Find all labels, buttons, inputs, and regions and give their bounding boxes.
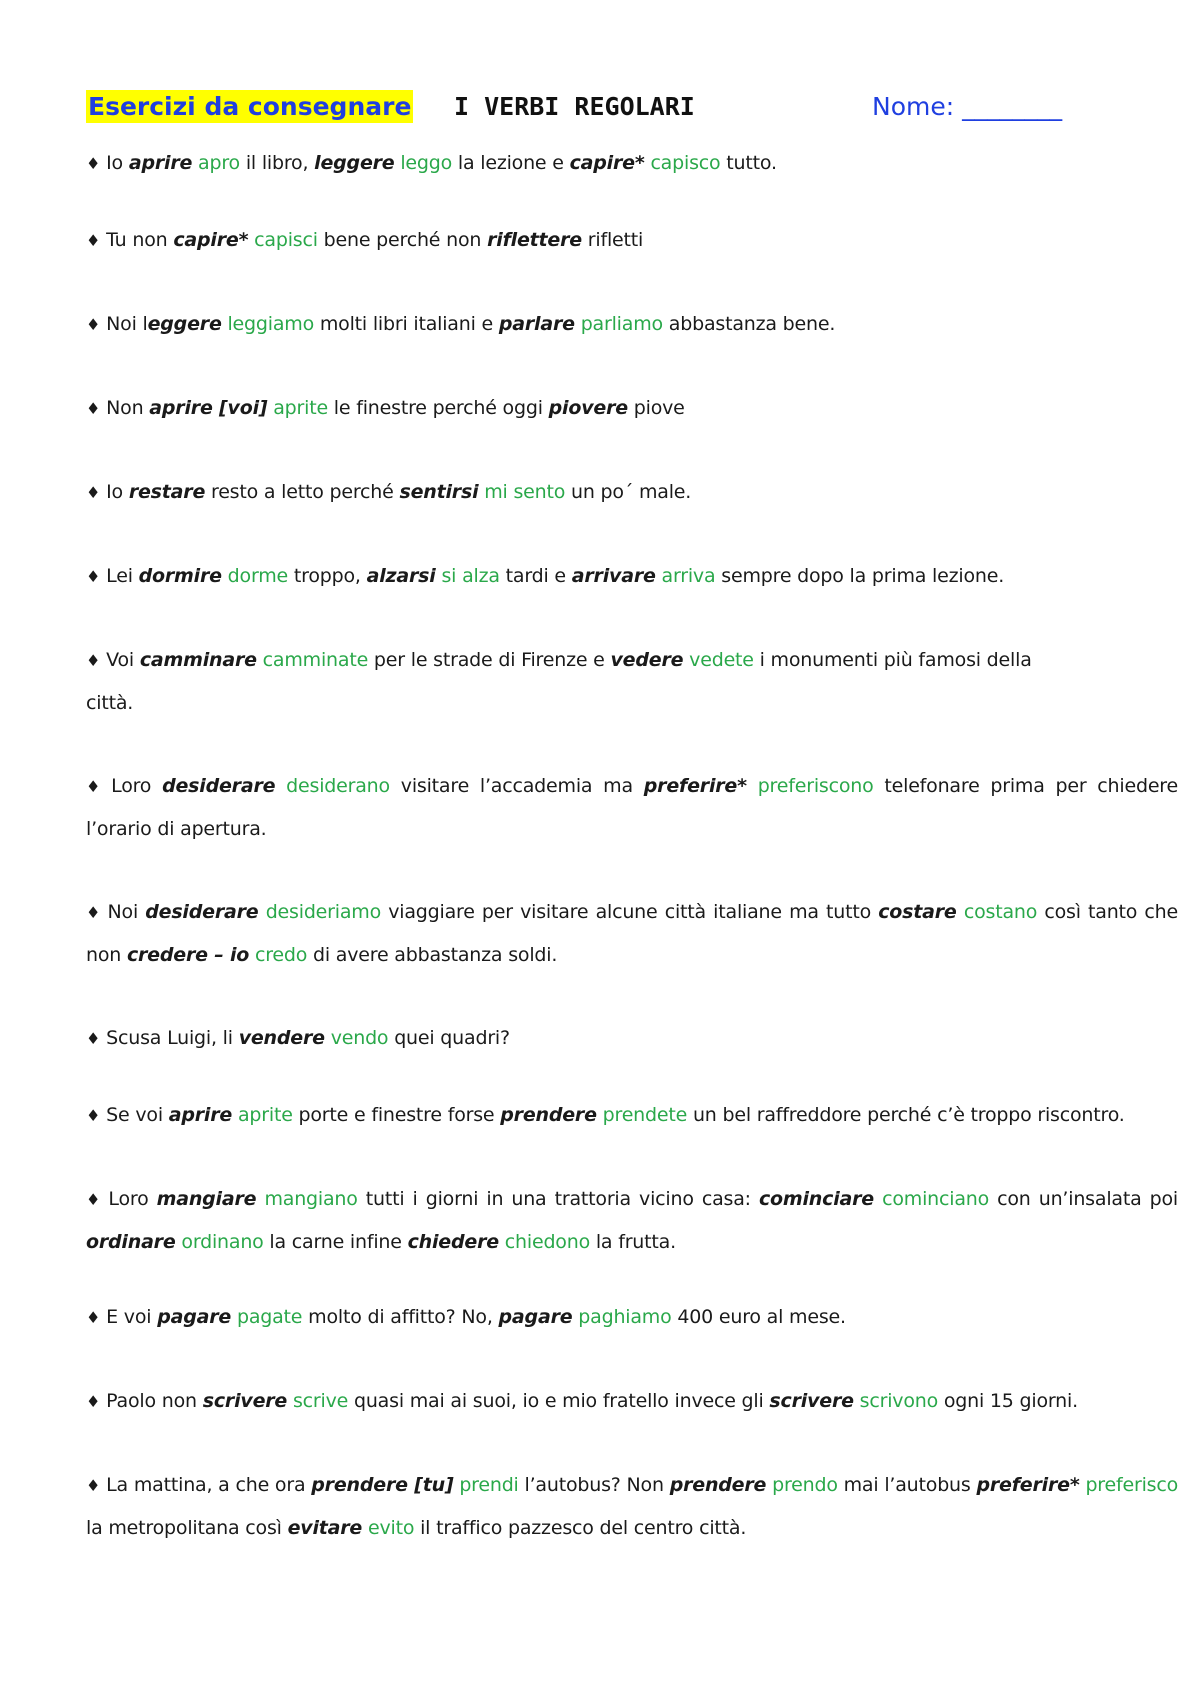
conjugated-answer: dorme [227,565,289,587]
infinitive-verb: camminare [139,649,257,671]
exercise-sentence [86,471,1178,514]
infinitive-verb: piovere [548,397,628,419]
conjugated-answer: credo [254,944,308,966]
infinitive-verb: pagare [498,1306,573,1328]
exercise-sentence [86,1017,1178,1060]
conjugated-answer: costano [963,901,1038,923]
conjugated-answer: desideriamo [265,901,382,923]
conjugated-answer: mangiano [264,1188,358,1210]
sentence-text: il libro, [239,152,315,174]
sentence-text: Paolo non [106,1390,203,1412]
conjugated-answer: parliamo [580,313,663,335]
infinitive-verb: aprire [168,1104,233,1126]
sentence-text: Loro [111,775,163,797]
sentence-text: bene perché non [317,229,488,251]
sentence-text: Se voi [106,1104,169,1126]
conjugated-answer: leggiamo [227,313,315,335]
diamond-bullet-icon: ♦ [86,1476,101,1495]
conjugated-answer: cominciano [882,1188,990,1210]
diamond-bullet-icon: ♦ [86,777,106,796]
diamond-bullet-icon: ♦ [86,1190,103,1209]
conjugated-answer: evito [367,1517,415,1539]
sentence-text: tutto. [720,152,777,174]
exercise-sentence [86,219,1178,262]
infinitive-verb: restare [128,481,206,503]
conjugated-answer: vendo [330,1027,389,1049]
conjugated-answer: pagate [236,1306,303,1328]
exercise-sentence [86,891,1178,976]
diamond-bullet-icon: ♦ [86,399,101,418]
sentence-text: viaggiare per visitare alcune città italiane ma tutto [381,901,879,923]
conjugated-answer: aprite [273,397,328,419]
infinitive-verb: ordinare [86,1231,176,1253]
conjugated-answer: ordinano [181,1231,264,1253]
conjugated-answer: desiderano [286,775,390,797]
infinitive-verb: pagare [157,1306,232,1328]
infinitive-verb: evitare [287,1517,363,1539]
exercise-sentence [86,1178,1178,1263]
conjugated-answer: preferiscono [757,775,874,797]
conjugated-answer: chiedono [504,1231,590,1253]
sentence-text: piove [627,397,685,419]
sentence-text: La mattina, a che ora [106,1474,312,1496]
exercise-sentence [86,1380,1178,1423]
diamond-bullet-icon: ♦ [86,1308,101,1327]
infinitive-verb: desiderare [145,901,259,923]
infinitive-verb: desiderare [162,775,276,797]
diamond-bullet-icon: ♦ [86,483,101,502]
infinitive-verb: arrivare [571,565,656,587]
infinitive-verb: vedere [610,649,684,671]
infinitive-verb: prendere [tu] [311,1474,454,1496]
diamond-bullet-icon: ♦ [86,1029,101,1048]
infinitive-verb: aprire [voi] [149,397,268,419]
header-assignment-label: Esercizi da consegnare [88,92,412,121]
sentence-text: per le strade di Firenze e [368,649,611,671]
exercise-sentence [86,639,1046,724]
sentence-text [258,901,265,923]
conjugated-answer: prendi [459,1474,519,1496]
conjugated-answer: preferisco [1085,1474,1179,1496]
infinitive-verb: parlare [498,313,575,335]
sentence-text [275,775,286,797]
sentence-text: mai l’autobus [837,1474,977,1496]
sentence-text: la lezione e [452,152,570,174]
infinitive-verb: riflettere [487,229,582,251]
infinitive-verb: prendere [669,1474,767,1496]
infinitive-verb: capire* [173,229,249,251]
infinitive-verb: preferire* [643,775,747,797]
sentence-text: Io [106,481,129,503]
conjugated-answer: capisci [254,229,318,251]
exercise-sentence [86,303,1178,346]
sentence-text: abbastanza bene. [662,313,836,335]
conjugated-answer: arriva [661,565,716,587]
sentence-text: con un’insalata poi [989,1188,1178,1210]
sentence-text: sempre dopo la prima lezione. [715,565,1005,587]
sentence-text: Voi [106,649,140,671]
infinitive-verb: eggere [147,313,222,335]
diamond-bullet-icon: ♦ [86,567,101,586]
infinitive-verb: preferire* [976,1474,1080,1496]
sentence-text: 400 euro al mese. [671,1306,846,1328]
diamond-bullet-icon: ♦ [86,903,102,922]
sentence-text: porte e finestre forse [292,1104,501,1126]
infinitive-verb: aprire [128,152,193,174]
sentence-text: la frutta. [590,1231,676,1253]
exercise-sentence [86,1296,1178,1339]
infinitive-verb: sentirsi [399,481,479,503]
infinitive-verb: credere – io [126,944,250,966]
conjugated-answer: mi sento [484,481,566,503]
sentence-text: telefonare prima per chiedere l’orario di apertura. [86,775,1178,840]
sentence-text: l’autobus? Non [518,1474,670,1496]
infinitive-verb: capire* [569,152,645,174]
page-title: I VERBI REGOLARI [454,92,695,121]
diamond-bullet-icon: ♦ [86,1106,101,1125]
conjugated-answer: scrive [292,1390,349,1412]
sentence-text: Tu non [106,229,174,251]
exercise-sentence [86,1094,1178,1137]
infinitive-verb: vendere [238,1027,325,1049]
conjugated-answer: camminate [262,649,369,671]
conjugated-answer: apro [198,152,240,174]
conjugated-answer: prendo [772,1474,838,1496]
sentence-text: Io [106,152,129,174]
exercise-sentence [86,142,1178,185]
sentence-text: rifletti [581,229,644,251]
header [86,86,1126,130]
sentence-text: la metropolitana così [86,1517,288,1539]
name-field-label: Nome: ________ [872,92,1063,121]
sentence-text: ogni 15 giorni. [938,1390,1078,1412]
conjugated-answer: leggo [400,152,453,174]
sentence-text: di avere abbastanza soldi. [307,944,558,966]
sentence-text [747,775,758,797]
exercise-sentence [86,1464,1178,1549]
sentence-text: un bel raffreddore perché c’è troppo riscontro. [687,1104,1125,1126]
sentence-text: Loro [108,1188,157,1210]
sentence-text: E voi [106,1306,158,1328]
diamond-bullet-icon: ♦ [86,651,101,670]
diamond-bullet-icon: ♦ [86,154,101,173]
sentence-text: un po´ male. [565,481,692,503]
infinitive-verb: chiedere [407,1231,499,1253]
conjugated-answer: paghiamo [578,1306,672,1328]
conjugated-answer: scrivono [859,1390,939,1412]
sentence-text: quasi mai ai suoi, io e mio fratello invece gli [348,1390,770,1412]
sentence-text: resto a letto perché [205,481,400,503]
conjugated-answer: capisco [650,152,721,174]
conjugated-answer: prendete [602,1104,688,1126]
sentence-text: Lei [106,565,139,587]
sentence-text: Non [106,397,150,419]
sentence-text: le finestre perché oggi [327,397,549,419]
infinitive-verb: scrivere [202,1390,288,1412]
sentence-text [874,1188,882,1210]
exercise-sentence [86,387,1178,430]
sentence-text: tutti i giorni in una trattoria vicino casa: [357,1188,759,1210]
diamond-bullet-icon: ♦ [86,1392,101,1411]
infinitive-verb: costare [878,901,957,923]
conjugated-answer: vedete [689,649,754,671]
infinitive-verb: prendere [500,1104,597,1126]
conjugated-answer: si alza [441,565,500,587]
sentence-text: Noi l [106,313,148,335]
sentence-text: così tanto che non [86,901,1178,966]
exercise-sentence [86,765,1178,850]
infinitive-verb: mangiare [156,1188,257,1210]
sentence-text: visitare l’accademia ma [389,775,644,797]
sentence-text: molto di affitto? No, [302,1306,499,1328]
infinitive-verb: scrivere [769,1390,854,1412]
conjugated-answer: aprite [237,1104,293,1126]
exercise-sentence [86,555,1178,598]
sentence-text: la carne infine [263,1231,408,1253]
sentence-text: il traffico pazzesco del centro città. [414,1517,747,1539]
diamond-bullet-icon: ♦ [86,231,101,250]
sentence-text: tardi e [499,565,572,587]
infinitive-verb: leggere [314,152,395,174]
sentence-text: Scusa Luigi, li [106,1027,239,1049]
sentence-text: troppo, [288,565,367,587]
sentence-text: i monumenti più famosi della città. [86,649,1032,714]
sentence-text: molti libri italiani e [314,313,499,335]
diamond-bullet-icon: ♦ [86,315,101,334]
sentence-text [957,901,964,923]
infinitive-verb: alzarsi [366,565,436,587]
sentence-text: Noi [107,901,146,923]
infinitive-verb: dormire [138,565,222,587]
infinitive-verb: cominciare [758,1188,874,1210]
sentence-text: quei quadri? [388,1027,510,1049]
